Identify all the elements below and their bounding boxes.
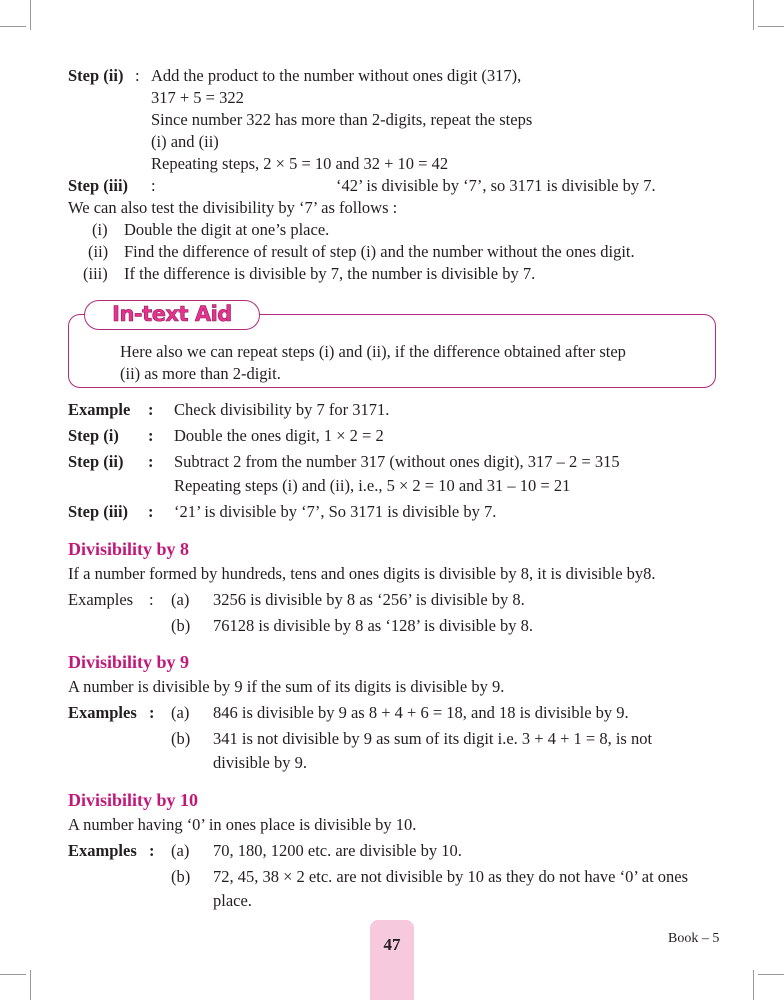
- examples-colon: :: [149, 703, 155, 722]
- heading-divisibility-10: Divisibility by 10: [68, 790, 199, 810]
- crop-mark: [30, 0, 31, 30]
- step-ii-text: Since number 322 has more than 2-digits, repeat the steps: [151, 110, 533, 129]
- example-marker: (a): [171, 703, 190, 722]
- heading-divisibility-8: Divisibility by 8: [68, 539, 190, 559]
- example-marker: (a): [171, 841, 190, 860]
- examples-label: Examples: [68, 703, 137, 722]
- step-ii-colon: :: [135, 66, 140, 85]
- step-ii-label: Step (ii): [68, 66, 124, 85]
- step-ii-text: 317 + 5 = 322: [151, 88, 244, 107]
- step-colon: :: [148, 452, 154, 471]
- step-colon: :: [148, 426, 154, 445]
- page-number: 47: [383, 935, 401, 954]
- list-number: (i): [92, 220, 108, 239]
- step-label: Step (i): [68, 426, 119, 445]
- example-marker: (b): [171, 616, 191, 635]
- examples-colon: :: [149, 841, 155, 860]
- example-text: 3256 is divisible by 8 as ‘256’ is divisible by 8.: [213, 590, 525, 609]
- example-text: divisible by 9.: [213, 753, 307, 772]
- step-label: Step (iii): [68, 502, 129, 521]
- aid-text: (ii) as more than 2-digit.: [120, 364, 281, 383]
- examples-colon: :: [149, 590, 154, 609]
- crop-mark: [758, 26, 784, 27]
- example-label: Example: [68, 400, 131, 419]
- step-ii-text: Add the product to the number without ones digit (317),: [151, 66, 522, 85]
- step-text: Subtract 2 from the number 317 (without ones digit), 317 – 2 = 315: [174, 452, 620, 471]
- rule-text: A number is divisible by 9 if the sum of its digits is divisible by 9.: [68, 677, 505, 696]
- crop-mark: [0, 26, 26, 27]
- page-number-tab: [370, 920, 414, 1000]
- example-text: place.: [213, 891, 252, 910]
- example-marker: (b): [171, 867, 191, 886]
- example-text: 846 is divisible by 9 as 8 + 4 + 6 = 18, and 18 is divisible by 9.: [213, 703, 629, 722]
- example-text: 70, 180, 1200 etc. are divisible by 10.: [213, 841, 462, 860]
- crop-mark: [0, 974, 26, 975]
- example-text: 341 is not divisible by 9 as sum of its digit i.e. 3 + 4 + 1 = 8, is not: [213, 729, 653, 748]
- step-label: Step (ii): [68, 452, 124, 471]
- list-number: (iii): [83, 264, 108, 283]
- list-item: If the difference is divisible by 7, the number is divisible by 7.: [124, 264, 536, 283]
- example-marker: (a): [171, 590, 190, 609]
- also-text: We can also test the divisibility by ‘7’ as follows :: [68, 198, 398, 217]
- examples-label: Examples: [68, 841, 137, 860]
- example-text: Check divisibility by 7 for 3171.: [174, 400, 390, 419]
- step-text: ‘21’ is divisible by ‘7’, So 3171 is divisible by 7.: [174, 502, 497, 521]
- in-text-aid-title: In-text Aid: [112, 302, 232, 326]
- step-iii-colon: :: [151, 176, 156, 195]
- step-ii-text: (i) and (ii): [151, 132, 219, 151]
- heading-divisibility-9: Divisibility by 9: [68, 652, 190, 672]
- step-text: Repeating steps (i) and (ii), i.e., 5 × 2 = 10 and 31 – 10 = 21: [174, 476, 571, 495]
- example-text: 76128 is divisible by 8 as ‘128’ is divisible by 8.: [213, 616, 534, 635]
- crop-mark: [30, 970, 31, 1000]
- example-text: 72, 45, 38 × 2 etc. are not divisible by 10 as they do not have ‘0’ at ones: [213, 867, 689, 886]
- step-colon: :: [148, 502, 154, 521]
- rule-text: If a number formed by hundreds, tens and ones digits is divisible by 8, it is divisible by8.: [68, 564, 656, 583]
- book-label: Book – 5: [668, 931, 720, 946]
- crop-mark: [758, 974, 784, 975]
- list-item: Double the digit at one’s place.: [124, 220, 330, 239]
- step-iii-label: Step (iii): [68, 176, 129, 195]
- list-number: (ii): [88, 242, 109, 261]
- aid-text: Here also we can repeat steps (i) and (ii), if the difference obtained after step: [120, 342, 626, 361]
- example-marker: (b): [171, 729, 191, 748]
- crop-mark: [753, 0, 754, 30]
- step-ii-text: Repeating steps, 2 × 5 = 10 and 32 + 10 = 42: [151, 154, 449, 173]
- example-colon: :: [148, 400, 154, 419]
- list-item: Find the difference of result of step (i) and the number without the ones digit.: [124, 242, 635, 261]
- step-text: Double the ones digit, 1 × 2 = 2: [174, 426, 384, 445]
- rule-text: A number having ‘0’ in ones place is divisible by 10.: [68, 815, 417, 834]
- step-iii-text: ‘42’ is divisible by ‘7’, so 3171 is divisible by 7.: [336, 176, 656, 195]
- examples-label: Examples: [68, 590, 134, 609]
- in-text-aid-tab: [84, 300, 260, 330]
- crop-mark: [753, 970, 754, 1000]
